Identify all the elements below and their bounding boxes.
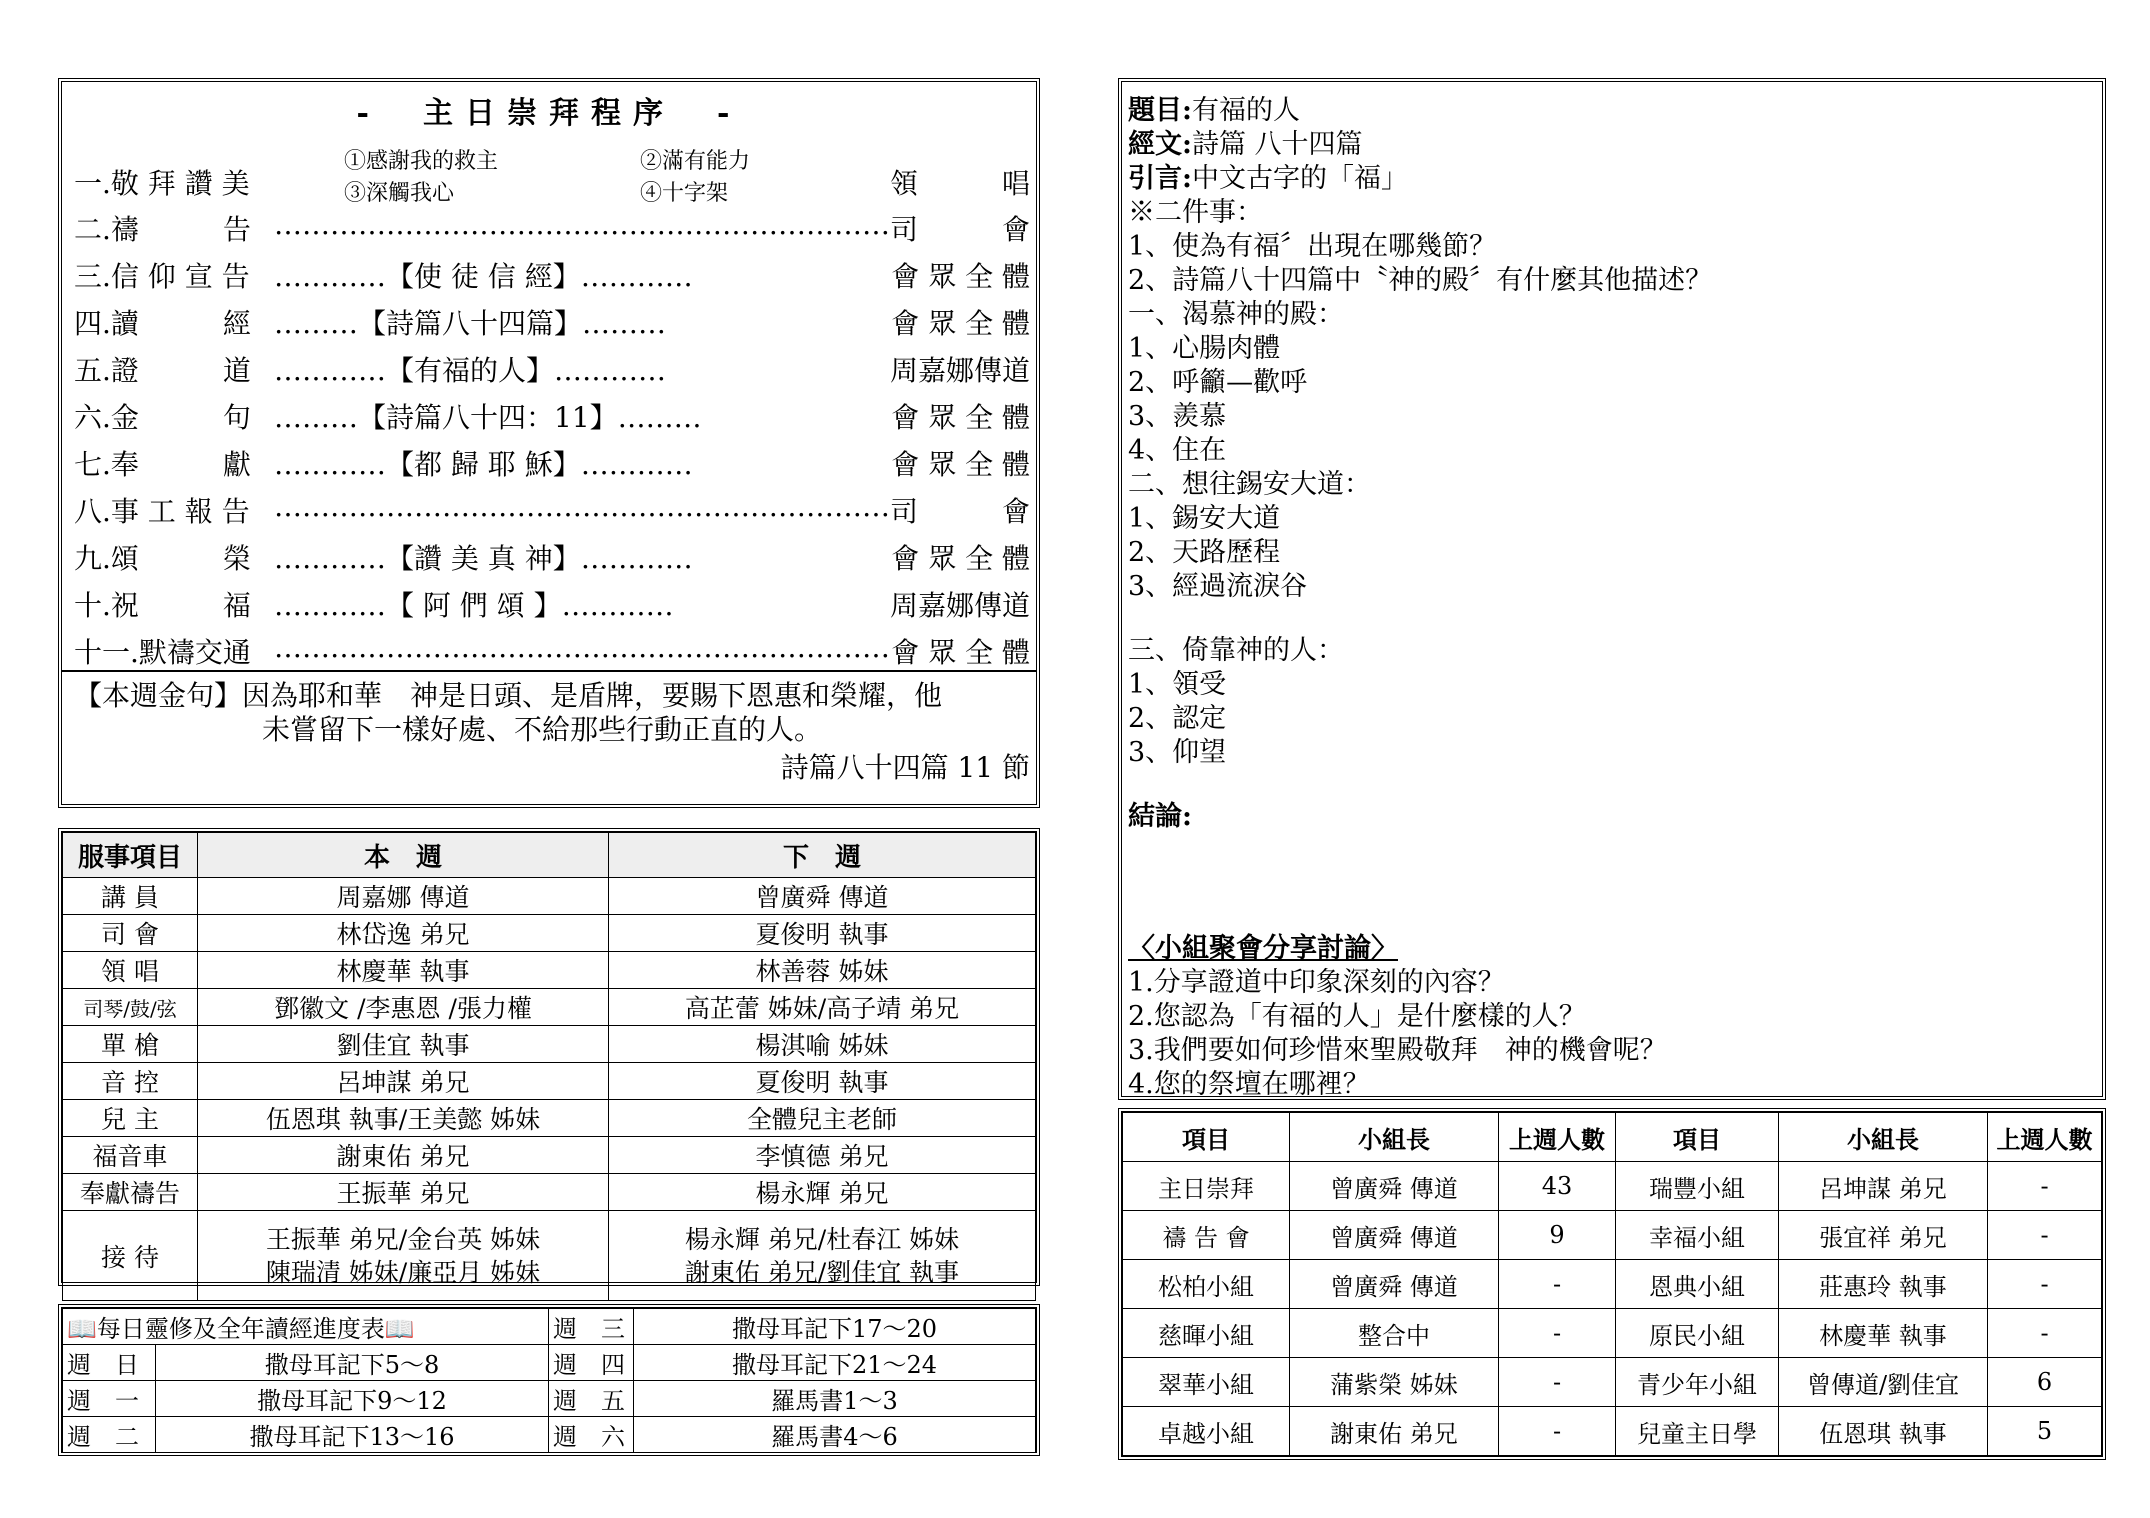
program-item-role: 會 眾 全 體 xyxy=(891,401,1030,434)
group-name: 原民小組 xyxy=(1616,1309,1779,1358)
program-item-mid: …………【讚 美 真 神】………… xyxy=(274,542,693,575)
group-leader: 伍恩琪 執事 xyxy=(1779,1407,1988,1456)
reading-day: 週 四 xyxy=(549,1345,634,1381)
roster-role: 司琴/鼓/弦 xyxy=(63,989,198,1026)
group-attendance: 6 xyxy=(1988,1358,2102,1407)
program-item-num: 八.事 工 報 告 xyxy=(74,495,250,528)
reception-name-line: 王振華 弟兄/金台英 姊妹 xyxy=(265,1224,541,1254)
outline-line: 3、羨慕 xyxy=(1128,401,1227,432)
outline-line: 2、認定 xyxy=(1128,703,1227,734)
discussion-question: 2.您認為「有福的人」是什麼樣的人？ xyxy=(1128,1001,1586,1032)
group-leader: 曾廣舜 傳道 xyxy=(1290,1260,1499,1309)
outline-line: 2、詩篇八十四篇中〝神的殿〞有什麼其他描述？ xyxy=(1128,265,1713,296)
roster-role: 司 會 xyxy=(63,915,198,952)
discussion-question: 1.分享證道中印象深刻的內容？ xyxy=(1128,967,1505,998)
group-name: 主日崇拜 xyxy=(1123,1162,1290,1211)
program-item-num: 九.頌 榮 xyxy=(74,542,251,575)
roster-next-week: 李慎德 弟兄 xyxy=(609,1137,1036,1174)
group-attendance: - xyxy=(1988,1260,2102,1309)
program-item-num: 七.奉 獻 xyxy=(74,448,251,481)
memory-verse-line2: 未嘗留下一樣好處、不給那些行動正直的人。 xyxy=(262,713,823,746)
roster-header: 下 週 xyxy=(609,833,1036,878)
group-attendance: 9 xyxy=(1499,1211,1616,1260)
outline-line: 1、使為有福〞出現在哪幾節？ xyxy=(1128,231,1497,262)
roster-this-week xyxy=(198,1211,609,1301)
table-row xyxy=(63,915,1036,952)
roster-next-week: 全體兒主老師 xyxy=(609,1100,1036,1137)
program-item-mid: ………【詩篇八十四篇】……… xyxy=(274,307,667,340)
outline-line: ※二件事： xyxy=(1128,197,1263,228)
group-name: 瑞豐小組 xyxy=(1616,1162,1779,1211)
table-row xyxy=(1123,1358,2102,1407)
group-leader: 整合中 xyxy=(1290,1309,1499,1358)
program-item-num: 五.證 道 xyxy=(74,354,251,387)
program-item-num: 十.祝 福 xyxy=(74,589,251,622)
program-item-num: 三.信 仰 宣 告 xyxy=(74,260,250,293)
hymn-3: ③深觸我心 xyxy=(344,181,455,206)
table-row xyxy=(1123,1309,2102,1358)
reading-plan xyxy=(58,1304,1040,1456)
group-leader: 林慶華 執事 xyxy=(1779,1309,1988,1358)
outline-line: 三、倚靠神的人： xyxy=(1128,635,1344,666)
groups-header: 項目 xyxy=(1123,1113,1290,1162)
small-groups-table xyxy=(1118,1108,2106,1460)
roster-this-week: 林岱逸 弟兄 xyxy=(198,915,609,952)
roster-next-week xyxy=(609,1211,1036,1301)
outline-line: 3、經過流淚谷 xyxy=(1128,571,1308,602)
groups-header: 項目 xyxy=(1616,1113,1779,1162)
reading-day: 週 二 xyxy=(63,1417,156,1453)
group-name: 卓越小組 xyxy=(1123,1407,1290,1456)
program-item-role: 司 會 xyxy=(889,213,1030,246)
program-item-role: 周嘉娜傳道 xyxy=(889,589,1030,622)
roster-next-week: 夏俊明 執事 xyxy=(609,915,1036,952)
hymn-1: ①感謝我的救主 xyxy=(344,149,499,174)
group-attendance: - xyxy=(1988,1211,2102,1260)
group-name: 兒童主日學 xyxy=(1616,1407,1779,1456)
program-item-mid: …………【 阿 們 頌 】………… xyxy=(274,589,674,622)
conclusion-label: 結論: xyxy=(1128,801,1192,832)
reading-day: 週 三 xyxy=(549,1309,634,1345)
roster-this-week: 呂坤謀 弟兄 xyxy=(198,1063,609,1100)
table-row xyxy=(1123,1260,2102,1309)
group-leader: 蒲紫榮 姊妹 xyxy=(1290,1358,1499,1407)
topic-label: 題目: xyxy=(1128,95,1192,126)
roster-next-week: 高芷蕾 姊妹/高子靖 弟兄 xyxy=(609,989,1036,1026)
table-row xyxy=(63,1100,1036,1137)
scripture-value: 詩篇 八十四篇 xyxy=(1191,129,1363,160)
roster-role: 講 員 xyxy=(63,878,198,915)
groups-header: 上週人數 xyxy=(1499,1113,1616,1162)
program-title: - 主日崇拜程序 - xyxy=(356,96,742,131)
roster-header: 本 週 xyxy=(198,833,609,878)
program-item-num: 四.讀 經 xyxy=(74,307,251,340)
reading-text: 撒母耳記下21～24 xyxy=(634,1345,1036,1381)
program-item-role: 周嘉娜傳道 xyxy=(889,354,1030,387)
group-attendance: - xyxy=(1499,1260,1616,1309)
group-attendance: 5 xyxy=(1988,1407,2102,1456)
service-roster xyxy=(58,828,1040,1286)
program-item-num: 六.金 句 xyxy=(74,401,251,434)
group-leader: 曾傳道/劉佳宜 xyxy=(1779,1358,1988,1407)
reading-day: 週 六 xyxy=(549,1417,634,1453)
roster-this-week: 伍恩琪 執事/王美懿 姊妹 xyxy=(198,1100,609,1137)
group-name: 幸福小組 xyxy=(1616,1211,1779,1260)
roster-role: 接 待 xyxy=(63,1211,198,1301)
reading-text: 撒母耳記下9～12 xyxy=(156,1381,549,1417)
table-row xyxy=(63,1137,1036,1174)
group-name: 慈暉小組 xyxy=(1123,1309,1290,1358)
roster-next-week: 楊永輝 弟兄 xyxy=(609,1174,1036,1211)
table-row xyxy=(1123,1407,2102,1456)
group-leader: 謝東佑 弟兄 xyxy=(1290,1407,1499,1456)
program-item-mid: …………【使 徒 信 經】………… xyxy=(274,260,693,293)
roster-this-week: 周嘉娜 傳道 xyxy=(198,878,609,915)
reading-text: 羅馬書4～6 xyxy=(634,1417,1036,1453)
roster-this-week: 劉佳宜 執事 xyxy=(198,1026,609,1063)
table-row xyxy=(63,952,1036,989)
roster-role: 福音車 xyxy=(63,1137,198,1174)
hymn-2: ②滿有能力 xyxy=(640,149,751,174)
roster-role: 單 槍 xyxy=(63,1026,198,1063)
roster-next-week: 夏俊明 執事 xyxy=(609,1063,1036,1100)
reading-text: 撒母耳記下13～16 xyxy=(156,1417,549,1453)
group-name: 翠華小組 xyxy=(1123,1358,1290,1407)
group-name: 恩典小組 xyxy=(1616,1260,1779,1309)
group-leader: 曾廣舜 傳道 xyxy=(1290,1211,1499,1260)
groups-header: 上週人數 xyxy=(1988,1113,2102,1162)
program-item-role: 會 眾 全 體 xyxy=(891,307,1030,340)
roster-role: 兒 主 xyxy=(63,1100,198,1137)
table-row xyxy=(63,1026,1036,1063)
outline-line: 二、想往錫安大道： xyxy=(1128,469,1371,500)
program-item-num: 二.禱 告 xyxy=(74,213,251,246)
roster-role: 領 唱 xyxy=(63,952,198,989)
program-item-mid: ………………………………………………………… xyxy=(274,631,890,664)
sermon-outline xyxy=(1118,78,2106,1100)
table-row xyxy=(1123,1211,2102,1260)
groups-header: 小組長 xyxy=(1290,1113,1499,1162)
outline-line: 2、天路歷程 xyxy=(1128,537,1281,568)
group-leader: 莊惠玲 執事 xyxy=(1779,1260,1988,1309)
group-leader: 呂坤謀 弟兄 xyxy=(1779,1162,1988,1211)
divider xyxy=(62,670,1036,672)
reception-name-line: 楊永輝 弟兄/杜春江 姊妹 xyxy=(684,1224,960,1254)
outline-line: 4、住在 xyxy=(1128,435,1227,466)
group-name: 松柏小組 xyxy=(1123,1260,1290,1309)
reading-text: 撒母耳記下5～8 xyxy=(156,1345,549,1381)
scripture-label: 經文: xyxy=(1128,129,1192,160)
roster-this-week: 林慶華 執事 xyxy=(198,952,609,989)
group-name: 青少年小組 xyxy=(1616,1358,1779,1407)
table-row xyxy=(1123,1162,2102,1211)
group-attendance: - xyxy=(1988,1309,2102,1358)
outline-line: 1、領受 xyxy=(1128,669,1227,700)
group-discussion-title: 〈小組聚會分享討論〉 xyxy=(1128,933,1398,964)
roster-next-week: 楊淇喻 姊妹 xyxy=(609,1026,1036,1063)
roster-this-week: 鄧徽文 /李惠恩 /張力權 xyxy=(198,989,609,1026)
outline-line: 3、仰望 xyxy=(1128,737,1227,768)
table-row xyxy=(63,1211,1036,1301)
program-item-mid: …………【有福的人】………… xyxy=(274,354,667,387)
group-attendance: - xyxy=(1499,1407,1616,1456)
roster-this-week: 王振華 弟兄 xyxy=(198,1174,609,1211)
reception-name-line: 謝東佑 弟兄/劉佳宜 執事 xyxy=(684,1257,960,1287)
program-item-role: 會 眾 全 體 xyxy=(891,542,1030,575)
worship-program xyxy=(58,78,1040,808)
outline-line: 2、呼籲—歡呼 xyxy=(1128,367,1308,398)
roster-next-week: 曾廣舜 傳道 xyxy=(609,878,1036,915)
memory-verse-reference: 詩篇八十四篇 11 節 xyxy=(780,751,1030,784)
program-item-role: 會 眾 全 體 xyxy=(891,260,1030,293)
hymn-4: ④十字架 xyxy=(640,181,729,206)
program-item-mid: …………【都 歸 耶 穌】………… xyxy=(274,448,693,481)
program-item-mid: ………【詩篇八十四：11】……… xyxy=(274,401,702,434)
reading-day: 週 五 xyxy=(549,1381,634,1417)
table-row xyxy=(63,878,1036,915)
memory-verse-line1: 【本週金句】因為耶和華 神是日頭、是盾牌，要賜下恩惠和榮耀，他 xyxy=(74,679,943,712)
roster-header: 服事項目 xyxy=(63,833,198,878)
group-leader: 曾廣舜 傳道 xyxy=(1290,1162,1499,1211)
group-attendance: - xyxy=(1499,1358,1616,1407)
groups-header: 小組長 xyxy=(1779,1113,1988,1162)
reading-plan-title: 📖每日靈修及全年讀經進度表📖 xyxy=(63,1309,549,1345)
reading-day: 週 一 xyxy=(63,1381,156,1417)
program-item-mid: ………………………………………………………… xyxy=(274,490,890,523)
group-attendance: - xyxy=(1988,1162,2102,1211)
table-row xyxy=(63,989,1036,1026)
intro-value: 中文古字的「福」 xyxy=(1191,163,1408,194)
group-leader: 張宜祥 弟兄 xyxy=(1779,1211,1988,1260)
discussion-question: 4.您的祭壇在哪裡？ xyxy=(1128,1069,1370,1100)
program-item-role: 會 眾 全 體 xyxy=(891,448,1030,481)
roster-next-week: 林善蓉 姊妹 xyxy=(609,952,1036,989)
roster-role: 奉獻禱告 xyxy=(63,1174,198,1211)
reading-day: 週 日 xyxy=(63,1345,156,1381)
reception-name-line: 陳瑞清 姊妹/廉亞月 姊妹 xyxy=(265,1257,541,1287)
reading-text: 撒母耳記下17～20 xyxy=(634,1309,1036,1345)
program-item-mid: ………………………………………………………… xyxy=(274,208,890,241)
outline-line: 1、心腸肉體 xyxy=(1128,333,1281,364)
group-name: 禱 告 會 xyxy=(1123,1211,1290,1260)
intro-label: 引言: xyxy=(1128,163,1192,194)
outline-line: 1、錫安大道 xyxy=(1128,503,1281,534)
program-item-role: 會 眾 全 體 xyxy=(891,636,1030,669)
table-row xyxy=(63,1063,1036,1100)
table-row xyxy=(63,1174,1036,1211)
program-item-role: 司 會 xyxy=(889,495,1030,528)
program-item-role: 領 唱 xyxy=(889,167,1030,200)
discussion-question: 3.我們要如何珍惜來聖殿敬拜 神的機會呢？ xyxy=(1128,1035,1667,1066)
program-item-num: 一.敬 拜 讚 美 xyxy=(74,167,250,200)
topic-value: 有福的人 xyxy=(1191,95,1300,126)
outline-line: 一、渴慕神的殿： xyxy=(1128,299,1344,330)
group-attendance: 43 xyxy=(1499,1162,1616,1211)
roster-this-week: 謝東佑 弟兄 xyxy=(198,1137,609,1174)
roster-role: 音 控 xyxy=(63,1063,198,1100)
group-attendance: - xyxy=(1499,1309,1616,1358)
reading-text: 羅馬書1～3 xyxy=(634,1381,1036,1417)
program-item-num: 十一.默禱交通 xyxy=(74,636,251,669)
